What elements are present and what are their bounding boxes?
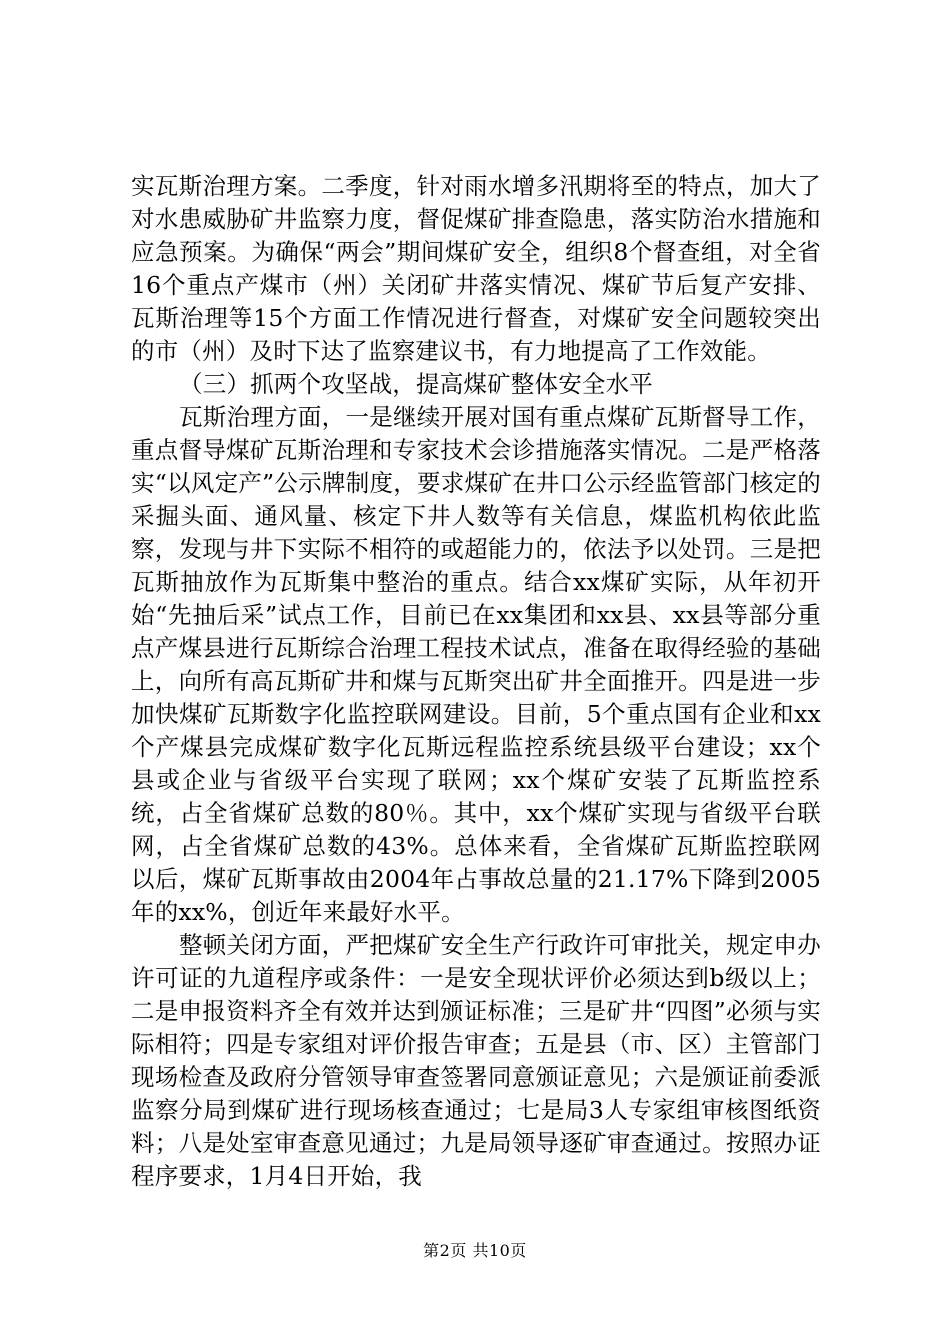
page-footer: 第2页 共10页	[423, 1241, 527, 1260]
section-heading: （三）抓两个攻坚战，提高煤矿整体安全水平	[179, 370, 653, 398]
paragraph-rectification-closure: 整顿关闭方面，严把煤矿安全生产行政许可审批关，规定申办许可证的九道程序或条件：一是安全现状评价必须达到b级以上；二是申报资料齐全有效并达到颁证标准；三是矿井“四图”必须与实际相符；四是专家组对评价报告审查；五是县（市、区）主管部门现场检查及政府分管领导审查签署同意颁证意见；六是颁证前委派监察分局到煤矿进行现场核查通过；七是局3人专家组审核图纸资料；八是处室审查意见通过；九是局领导逐矿审查通过。按照办证程序要求，1月4日开始，我	[131, 931, 821, 1190]
document-body	[131, 170, 821, 1193]
paragraph-continuation: 实瓦斯治理方案。二季度，针对雨水增多汛期将至的特点，加大了对水患威胁矿井监察力度，督促煤矿排查隐患，落实防治水措施和应急预案。为确保“两会”期间煤矿安全，组织8个督查组，对全省16个重点产煤市（州）关闭矿井落实情况、煤矿节后复产安排、瓦斯治理等15个方面工作情况进行督查，对煤矿安全问题较突出的市（州）及时下达了监察建议书，有力地提高了工作效能。	[131, 172, 821, 365]
paragraph-gas-control: 瓦斯治理方面，一是继续开展对国有重点煤矿瓦斯督导工作，重点督导煤矿瓦斯治理和专家技术会诊措施落实情况。二是严格落实“以风定产”公示牌制度，要求煤矿在井口公示经监管部门核定的采掘头面、通风量、核定下井人数等有关信息，煤监机构依此监察，发现与井下实际不相符的或超能力的，依法予以处罚。三是把瓦斯抽放作为瓦斯集中整治的重点。结合xx煤矿实际，从年初开始“先抽后采”试点工作，目前已在xx集团和xx县、xx县等部分重点产煤县进行瓦斯综合治理工程技术试点，准备在取得经验的基础上，向所有高瓦斯矿井和煤与瓦斯突出矿井全面推开。四是进一步加快煤矿瓦斯数字化监控联网建设。目前，5个重点国有企业和xx个产煤县完成煤矿数字化瓦斯远程监控系统县级平台建设；xx个县或企业与省级平台实现了联网；xx个煤矿安装了瓦斯监控系统，占全省煤矿总数的80％。其中，xx个煤矿实现与省级平台联网，占全省煤矿总数的43%。总体来看，全省煤矿瓦斯监控联网以后，煤矿瓦斯事故由2004年占事故总量的21.17%下降到2005年的xx%，创近年来最好水平。	[131, 403, 821, 926]
